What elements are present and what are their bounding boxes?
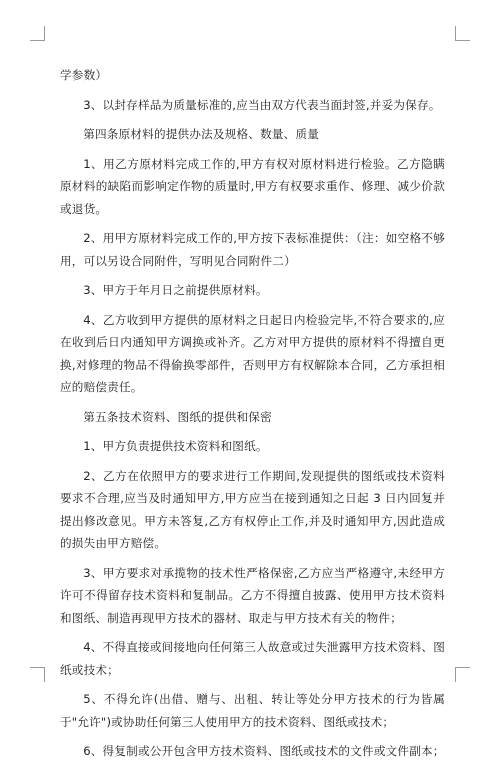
paragraph: 3、甲方要求对承揽物的技术性严格保密,乙方应当严格遵守,未经甲方许可不得留存技术资料和复制品。乙方不得擅自披露、使用甲方技术资料和图纸、制造再现甲方技术的器材、取走与甲方技术有关的物件； xyxy=(60,565,445,625)
paragraph: 4、不得直接或间接地向任何第三人故意或过失泄露甲方技术资料、图纸或技术； xyxy=(60,640,445,677)
section-heading: 第四条原材料的提供办法及规格、数量、质量 xyxy=(83,127,320,141)
crop-mark-top-left xyxy=(30,26,45,41)
crop-mark-bottom-left xyxy=(30,667,45,682)
paragraph: 2、用甲方原材料完成工作的,甲方按下表标准提供：（注：如空格不够用，可以另设合同附件，写明见合同附件二） xyxy=(60,231,445,268)
paragraph: 学参数） xyxy=(60,68,108,82)
paragraph: 6、得复制或公开包含甲方技术资料、图纸或技术的文件或文件副本； xyxy=(83,744,445,758)
paragraph: 3、甲方于年月日之前提供原材料。 xyxy=(83,283,268,297)
document-body xyxy=(60,64,445,763)
paragraph: 1、用乙方原材料完成工作的,甲方有权对原材料进行检验。乙方隐瞒原材料的缺陷而影响定作物的质量时,甲方有权要求重作、修理、减少价款或退货。 xyxy=(60,156,445,216)
paragraph: 1、甲方负责提供技术资料和图纸。 xyxy=(83,439,268,453)
paragraph: 5、不得允许(出借、赠与、出租、转让等处分甲方技术的行为皆属于"允许")或协助任何第三人使用甲方的技术资料、图纸或技术； xyxy=(60,692,445,729)
paragraph: 4、乙方收到甲方提供的原材料之日起日内检验完毕,不符合要求的,应在收到后日内通知甲方调换或补齐。乙方对甲方提供的原材料不得擅自更换,对修理的物品不得偷换零部件，否则甲方有权解除本合同，乙方承担相应的赔偿责任。 xyxy=(60,312,445,394)
paragraph: 3、以封存样品为质量标准的,应当由双方代表当面封签,并妥为保存。 xyxy=(83,97,441,112)
section-heading: 第五条技术资料、图纸的提供和保密 xyxy=(83,409,272,424)
crop-mark-bottom-right xyxy=(455,667,470,682)
paragraph: 2、乙方在依照甲方的要求进行工作期间,发现提供的图纸或技术资料要求不合理,应当及时通知甲方,甲方应当在接到通知之日起 3 日内回复并提出修改意见。甲方未答复,乙方有权停止工作,并及时通知甲方,因此造成的损失由甲方赔偿。 xyxy=(60,468,445,550)
crop-mark-top-right xyxy=(455,26,470,41)
